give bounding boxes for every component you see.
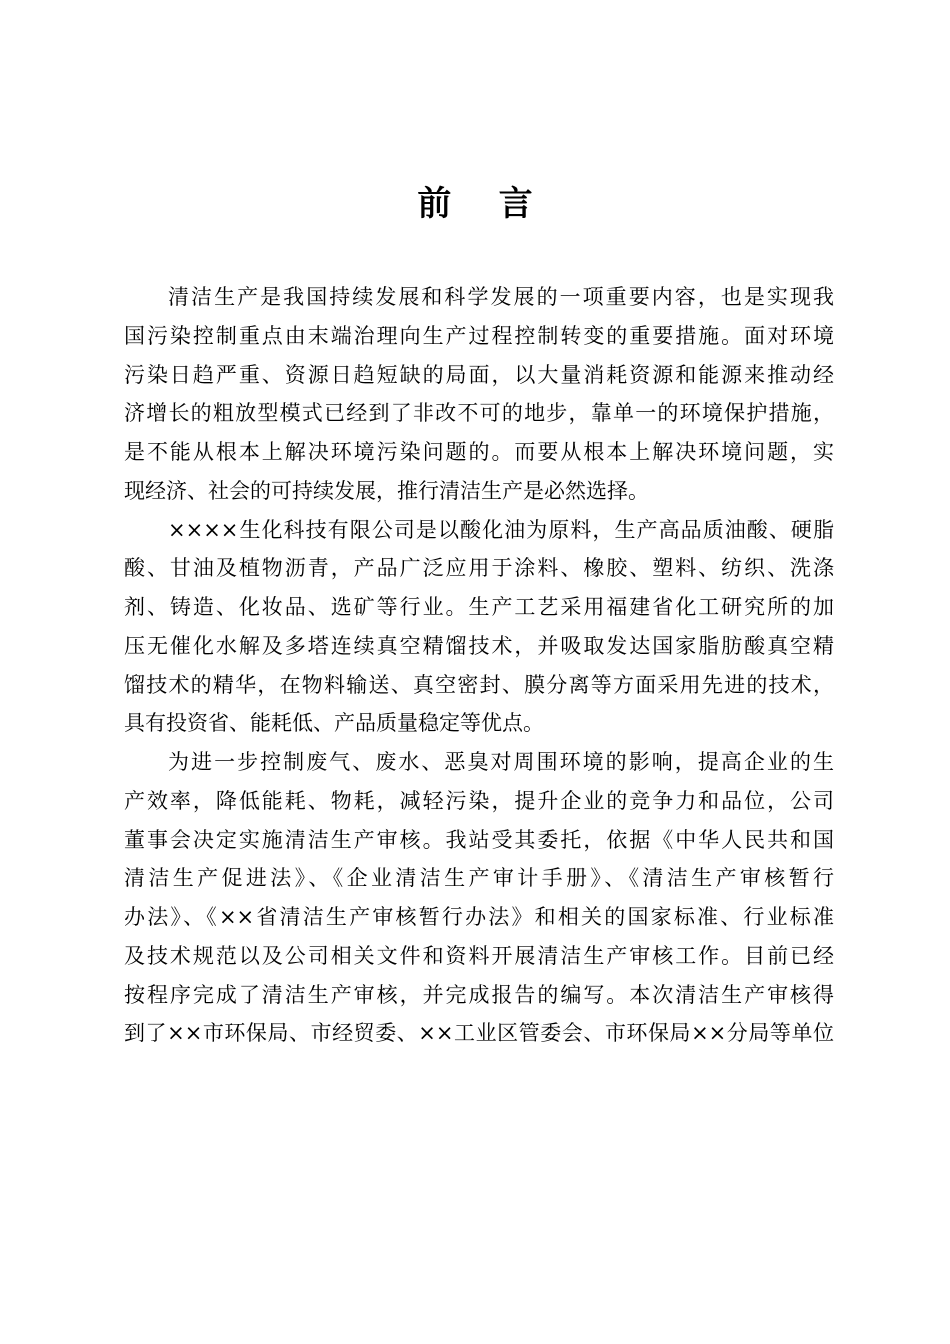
text-line: 董事会决定实施清洁生产审核。我站受其委托，依据《中华人民共和国 xyxy=(124,827,834,852)
text-line: 产效率，降低能耗、物耗，减轻污染，提升企业的竞争力和品位，公司 xyxy=(124,788,834,813)
paragraph-audit xyxy=(124,743,834,1053)
text-line: 污染日趋严重、资源日趋短缺的局面，以大量消耗资源和能源来推动经 xyxy=(124,362,834,387)
paragraph-intro xyxy=(124,278,834,511)
text-line: 按程序完成了清洁生产审核，并完成报告的编写。本次清洁生产审核得 xyxy=(124,982,834,1007)
text-line: 酸、甘油及植物沥青，产品广泛应用于涂料、橡胶、塑料、纺织、洗涤 xyxy=(124,556,834,581)
text-line: 国污染控制重点由末端治理向生产过程控制转变的重要措施。面对环境 xyxy=(124,323,834,348)
text-line: 具有投资省、能耗低、产品质量稳定等优点。 xyxy=(124,711,544,736)
text-line: 剂、铸造、化妆品、选矿等行业。生产工艺采用福建省化工研究所的加 xyxy=(124,595,834,619)
text-line: 济增长的粗放型模式已经到了非改不可的地步，靠单一的环境保护措施， xyxy=(124,401,834,426)
text-line: 是不能从根本上解决环境污染问题的。而要从根本上解决环境问题，实 xyxy=(124,440,834,464)
text-line: ××××生化科技有限公司是以酸化油为原料，生产高品质油酸、硬脂 xyxy=(168,517,834,542)
text-line: 现经济、社会的可持续发展，推行清洁生产是必然选择。 xyxy=(124,478,649,503)
paragraph-company xyxy=(124,511,834,744)
text-line: 到了××市环保局、市经贸委、××工业区管委会、市环保局××分局等单位 xyxy=(124,1021,834,1046)
text-line: 馏技术的精华，在物料输送、真空密封、膜分离等方面采用先进的技术， xyxy=(124,672,834,697)
text-line: 为进一步控制废气、废水、恶臭对周围环境的影响，提高企业的生 xyxy=(168,750,834,774)
text-line: 压无催化水解及多塔连续真空精馏技术，并吸取发达国家脂肪酸真空精 xyxy=(124,633,834,658)
body-text xyxy=(124,278,834,1053)
text-line: 清洁生产促进法》、《企业清洁生产审计手册》、《清洁生产审核暂行 xyxy=(124,866,834,891)
page-title: 前 言 xyxy=(417,184,533,224)
text-line: 办法》、《××省清洁生产审核暂行办法》和相关的国家标准、行业标准 xyxy=(124,905,834,929)
text-line: 清洁生产是我国持续发展和科学发展的一项重要内容，也是实现我 xyxy=(168,285,834,309)
text-line: 及技术规范以及公司相关文件和资料开展清洁生产审核工作。目前已经 xyxy=(124,943,834,968)
